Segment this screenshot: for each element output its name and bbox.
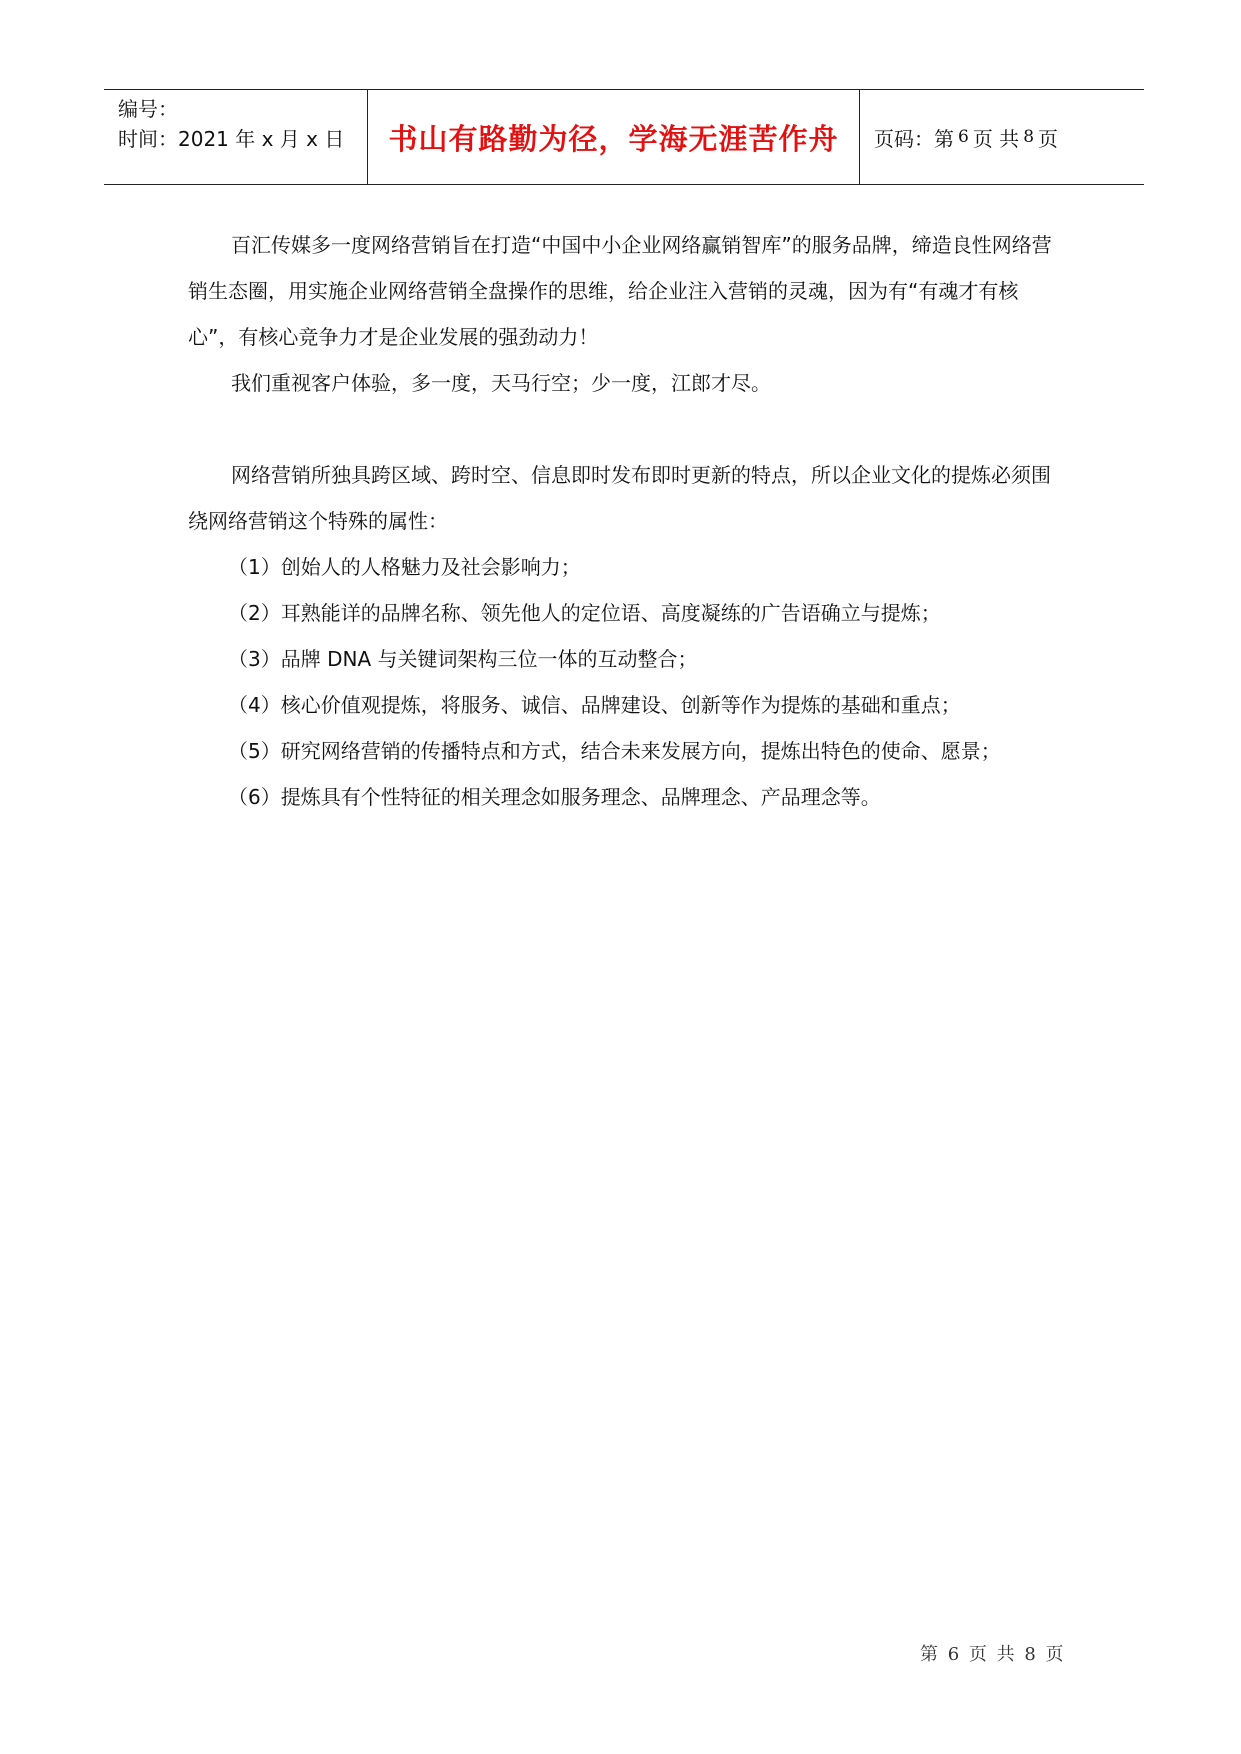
list-item: （3）品牌 DNA 与关键词架构三位一体的互动整合； [228,647,698,671]
list-item: （5）研究网络营销的传播特点和方式，结合未来发展方向，提炼出特色的使命、愿景； [228,739,1001,763]
document-time: 时间：2021 年 x 月 x 日 [118,127,345,151]
paragraph-intro: 百汇传媒多一度网络营销旨在打造“中国中小企业网络赢销智库”的服务品牌，缔造良性网络营销生态圈，用实施企业网络营销全盘操作的思维，给企业注入营销的灵魂，因为有“有魂才有核心”，有核心竞争力才是企业发展的强劲动力！ [188,233,1052,349]
paragraph-features: 网络营销所独具跨区域、跨时空、信息即时发布即时更新的特点，所以企业文化的提炼必须围绕网络营销这个特殊的属性： [188,463,1051,533]
list-item: （2）耳熟能详的品牌名称、领先他人的定位语、高度凝练的广告语确立与提炼； [228,601,941,625]
page-mid: 页 共 [972,126,1020,151]
page-header [104,89,1144,185]
header-meta [104,90,368,184]
paragraph-experience: 我们重视客户体验，多一度，天马行空；少一度，江郎才尽。 [231,371,771,395]
header-motto: 书山有路勤为径，学海无涯苦作舟 [368,90,860,184]
list-item: （1）创始人的人格魅力及社会影响力； [228,555,581,579]
list-item: （4）核心价值观提炼，将服务、诚信、品牌建设、创新等作为提炼的基础和重点； [228,693,961,717]
list-item: （6）提炼具有个性特征的相关理念如服务理念、品牌理念、产品理念等。 [228,785,881,809]
page-footer: 第 6 页 共 8 页 [920,1644,1066,1665]
page-suffix: 页 [1038,126,1059,151]
document-number-label: 编号： [118,97,178,121]
header-page-indicator [860,90,1144,184]
page-prefix: 页码：第 [874,126,954,151]
page-total: 8 [1023,127,1035,147]
page-current: 6 [958,127,969,147]
document-body [188,222,1068,820]
paragraph-spacer [188,406,1068,452]
